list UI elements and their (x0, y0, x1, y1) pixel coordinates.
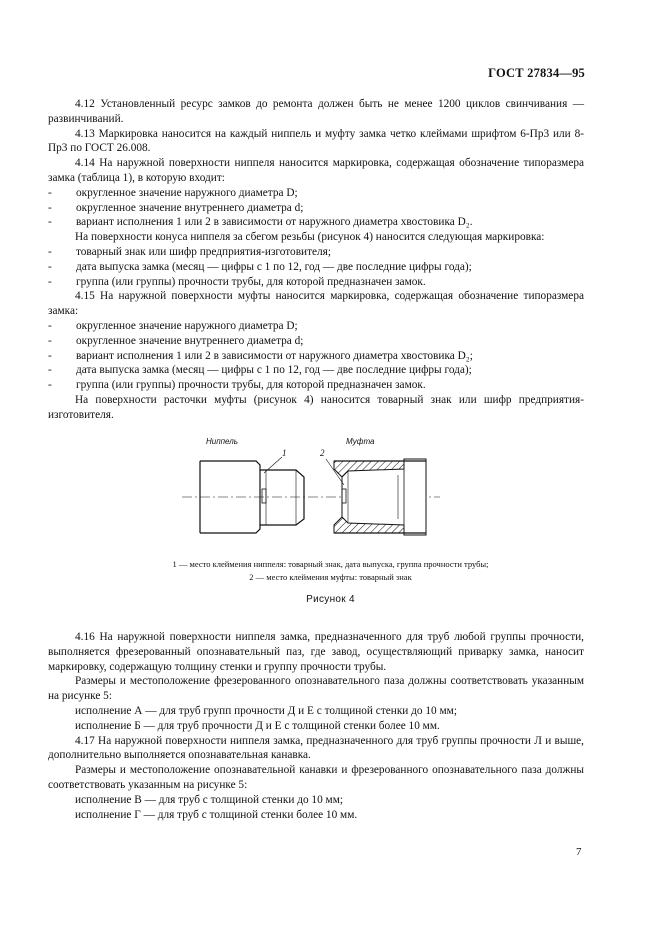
paragraph-variant-a: исполнение А — для труб групп прочности Д и Е с толщиной стенки до 10 мм; (75, 704, 457, 717)
figure-caption (0, 558, 661, 583)
list-item: - группа (или группы) прочности трубы, для которой предназначен замок. (48, 275, 426, 288)
callout-1: 1 (282, 448, 287, 458)
figure-4-drawing (176, 437, 446, 552)
paragraph-4-17: 4.17 На наружной поверхности ниппеля замка, предназначенного для труб группы прочности Л и выше, дополнительно выполняется опознавательная канавка. (48, 734, 584, 762)
list-item: - вариант исполнения 1 или 2 в зависимости от наружного диаметра хвостовика D₂. (48, 216, 473, 229)
list-item: - вариант исполнения 1 или 2 в зависимости от наружного диаметра хвостовика D₂; (48, 349, 473, 362)
figure-title: Рисунок 4 (306, 594, 355, 605)
list-item: - округленное значение внутреннего диаметра d; (48, 334, 304, 347)
list-item-text: дата выпуска замка (месяц — цифры с 1 по 12, год — две последние цифры года); (76, 260, 472, 273)
list-item-text: группа (или группы) прочности трубы, для которой предназначен замок. (76, 275, 426, 288)
nipple-label: Ниппель (206, 437, 238, 446)
list-item-text: дата выпуска замка (месяц — цифры с 1 по 12, год — две последние цифры года); (76, 364, 472, 377)
paragraph-4-15: 4.15 На наружной поверхности муфты наносится маркировка, содержащая обозначение типоразмера замка: (48, 290, 584, 318)
list-item: - дата выпуска замка (месяц — цифры с 1 по 12, год — две последние цифры года); (48, 260, 472, 273)
list-item: - группа (или группы) прочности трубы, для которой предназначен замок. (48, 379, 426, 392)
paragraph-variant-g: исполнение Г — для труб с толщиной стенки более 10 мм. (75, 808, 358, 821)
paragraph-4-12: 4.12 Установленный ресурс замков до ремонта должен быть не менее 1200 циклов свинчивания — развинчиваний. (48, 98, 584, 125)
section-identification-text (48, 630, 584, 822)
list-item-text: округленное значение внутреннего диаметра d; (76, 334, 304, 347)
list-item: - округленное значение наружного диаметра D; (48, 186, 298, 199)
page-number: 7 (576, 846, 582, 858)
list-item: - товарный знак или шифр предприятия-изготовителя; (48, 245, 331, 258)
list-item-text: группа (или группы) прочности трубы, для которой предназначен замок. (76, 379, 426, 392)
paragraph-4-16: 4.16 На наружной поверхности ниппеля замка, предназначенного для труб любой группы прочности, выполняется фрезерованный опознавательный паз, где завод, осуществляющий приварку замка, наносит маркировку, содержащую толщину стенки и группу прочности трубы. (48, 631, 584, 673)
paragraph-cone-marking: На поверхности конуса ниппеля за сбегом резьбы (рисунок 4) наносится следующая маркировка: (75, 231, 545, 244)
paragraph-groove-size: Размеры и местоположение опознавательной канавки и фрезерованного опознавательного паза должны соответствовать указанным на рисунке 5: (48, 764, 584, 791)
coupling-label: Муфта (346, 437, 375, 446)
document-code: ГОСТ 27834—95 (488, 66, 585, 80)
section-marking-text (48, 97, 584, 423)
list-item-text: округленное значение наружного диаметра D; (76, 319, 298, 332)
callout-2: 2 (320, 448, 325, 458)
paragraph-4-14: 4.14 На наружной поверхности ниппеля наносится маркировка, содержащая обозначение типоразмера замка (таблица 1), в которую входит: (48, 157, 584, 184)
list-item: - дата выпуска замка (месяц — цифры с 1 по 12, год — две последние цифры года); (48, 364, 472, 377)
paragraph-4-13: 4.13 Маркировка наносится на каждый ниппель и муфту замка четко клеймами шрифтом 6-Пр3 или 8-Пр3 по ГОСТ 26.008. (48, 127, 584, 155)
list-item: - округленное значение внутреннего диаметра d; (48, 201, 304, 214)
paragraph-variant-b: исполнение Б — для труб прочности Д и Е с толщиной стенки более 10 мм. (75, 719, 440, 732)
list-item-text: округленное значение наружного диаметра D; (76, 186, 298, 199)
list-item-text: вариант исполнения 1 или 2 в зависимости от наружного диаметра хвостовика D₂; (76, 349, 473, 362)
caption-line-2: 2 — место клеймения муфты: товарный знак (249, 571, 412, 582)
caption-line-1: 1 — место клеймения ниппеля: товарный знак, дата выпуска, группа прочности трубы; (172, 559, 489, 569)
list-item: - округленное значение наружного диаметра D; (48, 319, 298, 332)
list-item-text: округленное значение внутреннего диаметра d; (76, 201, 304, 214)
nipple-shape (200, 457, 304, 533)
list-item-text: вариант исполнения 1 или 2 в зависимости от наружного диаметра хвостовика D₂. (76, 216, 473, 229)
paragraph-variant-v: исполнение В — для труб с толщиной стенки до 10 мм; (75, 793, 343, 806)
list-item-text: товарный знак или шифр предприятия-изготовителя; (76, 245, 331, 258)
paragraph-bore-marking: На поверхности расточки муфты (рисунок 4) наносится товарный знак или шифр предприятия-изготовителя. (48, 393, 584, 421)
paragraph-slot-size: Размеры и местоположение фрезерованного опознавательного паза должны соответствовать указанным на рисунке 5: (48, 675, 584, 703)
